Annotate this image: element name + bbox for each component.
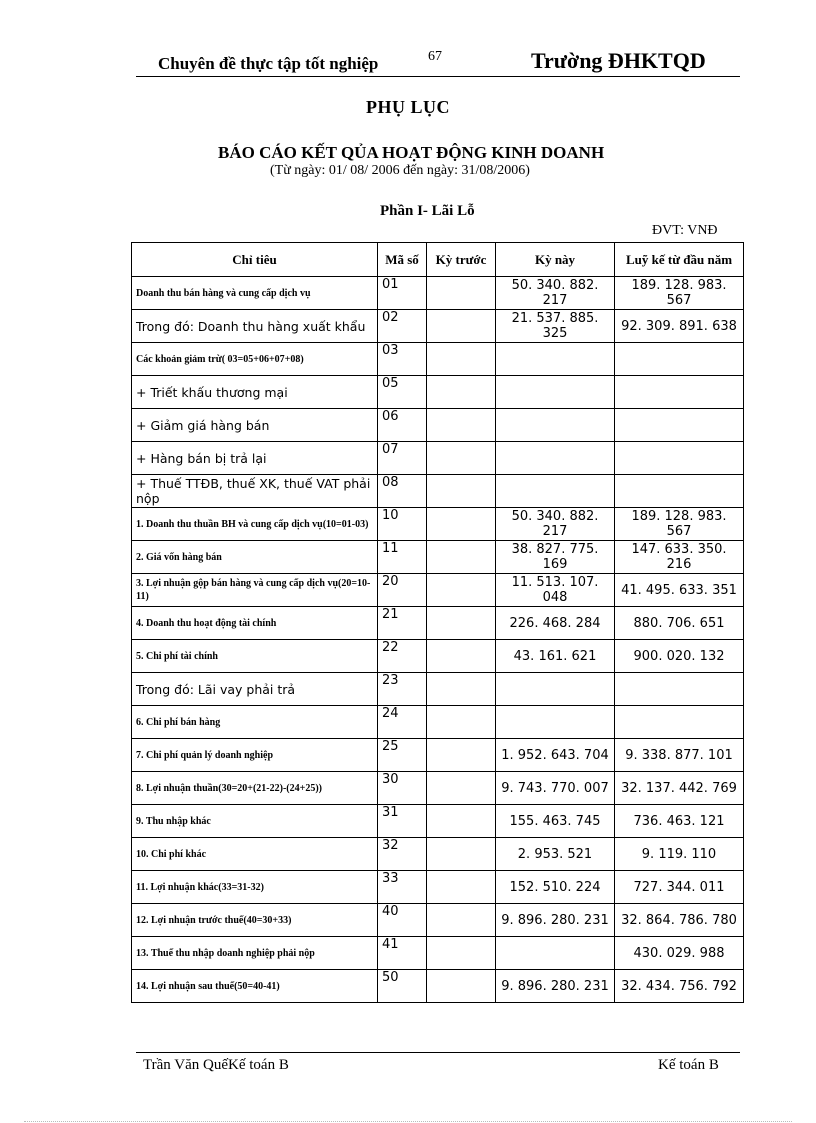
row-cumulative: 41. 495. 633. 351: [615, 574, 744, 607]
row-item: 13. Thuế thu nhập doanh nghiệp phải nộp: [132, 937, 378, 970]
table-row: [132, 904, 744, 937]
row-previous: [427, 937, 496, 970]
row-item: 7. Chi phí quản lý doanh nghiệp: [132, 739, 378, 772]
table-row: [132, 376, 744, 409]
row-code: 21: [378, 607, 427, 640]
appendix-title: PHỤ LỤC: [366, 97, 450, 117]
row-previous: [427, 772, 496, 805]
table-row: [132, 277, 744, 310]
row-item: 3. Lợi nhuận gộp bán hàng và cung cấp dịch vụ(20=10-11): [132, 574, 378, 607]
row-current: [496, 673, 615, 706]
row-previous: [427, 838, 496, 871]
header-code: Mã số: [378, 243, 427, 277]
header-current: Kỳ này: [496, 243, 615, 277]
section-title: Phần I- Lãi Lỗ: [380, 203, 475, 219]
row-current: 50. 340. 882. 217: [496, 508, 615, 541]
row-item: + Triết khấu thương mại: [132, 376, 378, 409]
row-code: 24: [378, 706, 427, 739]
row-previous: [427, 871, 496, 904]
row-item: Trong đó: Doanh thu hàng xuất khẩu: [132, 310, 378, 343]
table-row: [132, 409, 744, 442]
row-item: + Thuế TTĐB, thuế XK, thuế VAT phải nộp: [132, 475, 378, 508]
row-item: 5. Chi phí tài chính: [132, 640, 378, 673]
table-header-row: [132, 243, 744, 277]
table-row: [132, 805, 744, 838]
row-previous: [427, 970, 496, 1003]
row-previous: [427, 508, 496, 541]
row-item: Doanh thu bán hàng và cung cấp dịch vụ: [132, 277, 378, 310]
row-previous: [427, 409, 496, 442]
row-item: + Hàng bán bị trả lại: [132, 442, 378, 475]
row-code: 50: [378, 970, 427, 1003]
row-current: 9. 896. 280. 231: [496, 904, 615, 937]
row-item: 8. Lợi nhuận thuần(30=20+(21-22)-(24+25)): [132, 772, 378, 805]
table-row: [132, 673, 744, 706]
row-code: 33: [378, 871, 427, 904]
row-item: Các khoản giảm trừ( 03=05+06+07+08): [132, 343, 378, 376]
row-previous: [427, 376, 496, 409]
row-code: 20: [378, 574, 427, 607]
row-cumulative: 727. 344. 011: [615, 871, 744, 904]
row-previous: [427, 739, 496, 772]
row-previous: [427, 607, 496, 640]
row-code: 01: [378, 277, 427, 310]
row-current: 2. 953. 521: [496, 838, 615, 871]
row-current: 43. 161. 621: [496, 640, 615, 673]
row-code: 10: [378, 508, 427, 541]
row-item: 14. Lợi nhuận sau thuế(50=40-41): [132, 970, 378, 1003]
row-item: 6. Chi phí bán hàng: [132, 706, 378, 739]
row-current: [496, 442, 615, 475]
row-current: [496, 475, 615, 508]
table-row: [132, 607, 744, 640]
row-code: 07: [378, 442, 427, 475]
table-row: [132, 871, 744, 904]
row-cumulative: [615, 409, 744, 442]
row-code: 06: [378, 409, 427, 442]
row-item: + Giảm giá hàng bán: [132, 409, 378, 442]
row-current: [496, 343, 615, 376]
row-cumulative: 430. 029. 988: [615, 937, 744, 970]
row-previous: [427, 574, 496, 607]
header-cumulative: Luỹ kế từ đầu năm: [615, 243, 744, 277]
table-row: [132, 937, 744, 970]
table-row: [132, 508, 744, 541]
row-current: 152. 510. 224: [496, 871, 615, 904]
row-cumulative: 32. 137. 442. 769: [615, 772, 744, 805]
currency-unit: ĐVT: VNĐ: [652, 223, 718, 238]
footer-class: Kế toán B: [658, 1057, 719, 1073]
row-current: 11. 513. 107. 048: [496, 574, 615, 607]
page-number: 67: [428, 49, 442, 64]
footer-rule: [136, 1052, 740, 1053]
row-current: 1. 952. 643. 704: [496, 739, 615, 772]
header-rule: [136, 76, 740, 77]
header-previous: Kỳ trước: [427, 243, 496, 277]
row-cumulative: [615, 343, 744, 376]
row-code: 31: [378, 805, 427, 838]
table-row: [132, 442, 744, 475]
row-current: 226. 468. 284: [496, 607, 615, 640]
row-previous: [427, 673, 496, 706]
table-row: [132, 310, 744, 343]
row-current: 9. 743. 770. 007: [496, 772, 615, 805]
row-cumulative: 32. 864. 786. 780: [615, 904, 744, 937]
table-row: [132, 343, 744, 376]
row-cumulative: 736. 463. 121: [615, 805, 744, 838]
row-code: 25: [378, 739, 427, 772]
row-code: 02: [378, 310, 427, 343]
row-code: 11: [378, 541, 427, 574]
row-cumulative: [615, 475, 744, 508]
row-cumulative: 880. 706. 651: [615, 607, 744, 640]
row-current: 38. 827. 775. 169: [496, 541, 615, 574]
row-previous: [427, 277, 496, 310]
row-previous: [427, 805, 496, 838]
row-code: 05: [378, 376, 427, 409]
row-cumulative: [615, 376, 744, 409]
row-code: 30: [378, 772, 427, 805]
row-cumulative: 9. 119. 110: [615, 838, 744, 871]
report-title: BÁO CÁO KẾT QỦA HOẠT ĐỘNG KINH DOANH: [218, 143, 605, 162]
income-statement-table: [131, 242, 744, 1003]
table-row: [132, 475, 744, 508]
row-code: 03: [378, 343, 427, 376]
header-item: Chỉ tiêu: [132, 243, 378, 277]
row-cumulative: 147. 633. 350. 216: [615, 541, 744, 574]
row-item: 1. Doanh thu thuần BH và cung cấp dịch vụ(10=01-03): [132, 508, 378, 541]
row-current: [496, 376, 615, 409]
row-current: 9. 896. 280. 231: [496, 970, 615, 1003]
row-previous: [427, 310, 496, 343]
row-cumulative: [615, 673, 744, 706]
row-code: 08: [378, 475, 427, 508]
row-item: 11. Lợi nhuận khác(33=31-32): [132, 871, 378, 904]
table-row: [132, 640, 744, 673]
row-previous: [427, 904, 496, 937]
row-previous: [427, 442, 496, 475]
row-current: 21. 537. 885. 325: [496, 310, 615, 343]
table-row: [132, 574, 744, 607]
row-cumulative: 189. 128. 983. 567: [615, 508, 744, 541]
table-row: [132, 706, 744, 739]
row-cumulative: 189. 128. 983. 567: [615, 277, 744, 310]
row-current: [496, 409, 615, 442]
row-code: 32: [378, 838, 427, 871]
row-item: 2. Giá vốn hàng bán: [132, 541, 378, 574]
row-cumulative: 9. 338. 877. 101: [615, 739, 744, 772]
row-item: Trong đó: Lãi vay phải trả: [132, 673, 378, 706]
table-row: [132, 970, 744, 1003]
row-current: [496, 706, 615, 739]
table-row: [132, 772, 744, 805]
row-current: 50. 340. 882. 217: [496, 277, 615, 310]
row-cumulative: 32. 434. 756. 792: [615, 970, 744, 1003]
row-previous: [427, 640, 496, 673]
row-item: 4. Doanh thu hoạt động tài chính: [132, 607, 378, 640]
row-previous: [427, 541, 496, 574]
table-row: [132, 838, 744, 871]
row-code: 23: [378, 673, 427, 706]
row-item: 9. Thu nhập khác: [132, 805, 378, 838]
header-left-title: Chuyên đề thực tập tốt nghiệp: [158, 54, 379, 73]
row-cumulative: 92. 309. 891. 638: [615, 310, 744, 343]
row-code: 41: [378, 937, 427, 970]
table-row: [132, 739, 744, 772]
table-row: [132, 541, 744, 574]
row-item: 10. Chi phí khác: [132, 838, 378, 871]
row-code: 22: [378, 640, 427, 673]
footer-author: Trần Văn QuếKế toán B: [143, 1057, 289, 1073]
report-period: (Từ ngày: 01/ 08/ 2006 đến ngày: 31/08/2006): [270, 163, 530, 178]
row-cumulative: 900. 020. 132: [615, 640, 744, 673]
header-right-title: Trường ĐHKTQD: [531, 48, 706, 73]
row-previous: [427, 706, 496, 739]
row-cumulative: [615, 442, 744, 475]
page-break-dots: [24, 1121, 792, 1122]
row-current: 155. 463. 745: [496, 805, 615, 838]
row-item: 12. Lợi nhuận trước thuế(40=30+33): [132, 904, 378, 937]
row-code: 40: [378, 904, 427, 937]
row-cumulative: [615, 706, 744, 739]
row-previous: [427, 475, 496, 508]
row-previous: [427, 343, 496, 376]
row-current: [496, 937, 615, 970]
